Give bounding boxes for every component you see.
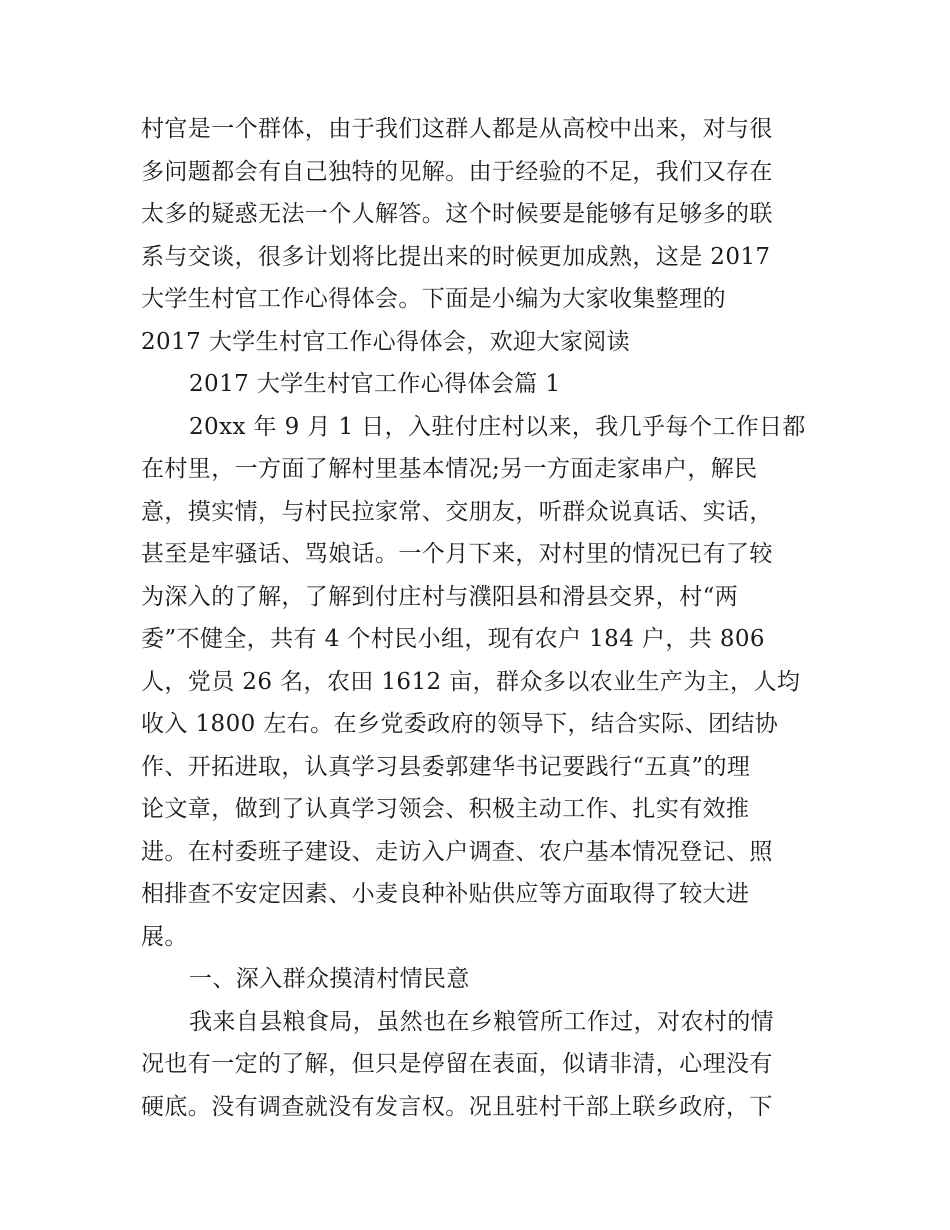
text-line: 论文章，做到了认真学习领会、积极主动工作、扎实有效推 xyxy=(141,796,750,822)
text-line: 2017 大学生村官工作心得体会，欢迎大家阅读 xyxy=(141,328,631,355)
section-heading: 一、深入群众摸清村情民意 xyxy=(189,966,470,992)
text-line: 进。在村委班子建设、走访入户调查、农户基本情况登记、照 xyxy=(141,838,773,865)
text-line: 我来自县粮食局，虽然也在乡粮管所工作过，对农村的情 xyxy=(189,1008,774,1035)
section-title: 2017 大学生村官工作心得体会篇 1 xyxy=(189,371,561,397)
text-line: 相排查不安定因素、小麦良种补贴供应等方面取得了较大进 xyxy=(141,881,750,907)
text-line: 收入 1800 左右。在乡党委政府的领导下，结合实际、团结协 xyxy=(141,711,779,737)
text-line: 为深入的了解，了解到付庄村与濮阳县和滑县交界，村“两 xyxy=(141,583,739,610)
text-line: 展。 xyxy=(141,923,188,950)
text-line: 委”不健全，共有 4 个村民小组，现有农户 184 户，共 806 xyxy=(141,626,765,652)
text-line: 意，摸实情，与村民拉家常、交朋友，听群众说真话、实话， xyxy=(141,498,773,525)
text-line: 人，党员 26 名，农田 1612 亩，群众多以农业生产为主，人均 xyxy=(141,668,801,695)
text-line: 硬底。没有调查就没有发言权。况且驻村干部上联乡政府，下 xyxy=(141,1093,773,1120)
text-line: 多问题都会有自己独特的见解。由于经验的不足，我们又存在 xyxy=(141,158,773,185)
text-line: 甚至是牢骚话、骂娘话。一个月下来，对村里的情况已有了较 xyxy=(141,541,773,567)
text-line: 20xx 年 9 月 1 日，入驻付庄村以来，我几乎每个工作日都 xyxy=(189,413,806,440)
text-line: 在村里，一方面了解村里基本情况;另一方面走家串户，解民 xyxy=(141,456,758,482)
document-body xyxy=(141,108,821,1128)
text-line: 村官是一个群体，由于我们这群人都是从高校中出来，对与很 xyxy=(141,116,773,142)
text-line: 太多的疑惑无法一个人解答。这个时候要是能够有足够多的联 xyxy=(141,201,773,227)
text-line: 大学生村官工作心得体会。下面是小编为大家收集整理的 xyxy=(141,286,726,312)
text-line: 作、开拓进取，认真学习县委郭建华书记要践行“五真”的理 xyxy=(141,753,751,780)
text-line: 系与交谈，很多计划将比提出来的时候更加成熟，这是 2017 xyxy=(141,243,771,270)
text-line: 况也有一定的了解，但只是停留在表面，似请非清，心理没有 xyxy=(141,1051,773,1077)
